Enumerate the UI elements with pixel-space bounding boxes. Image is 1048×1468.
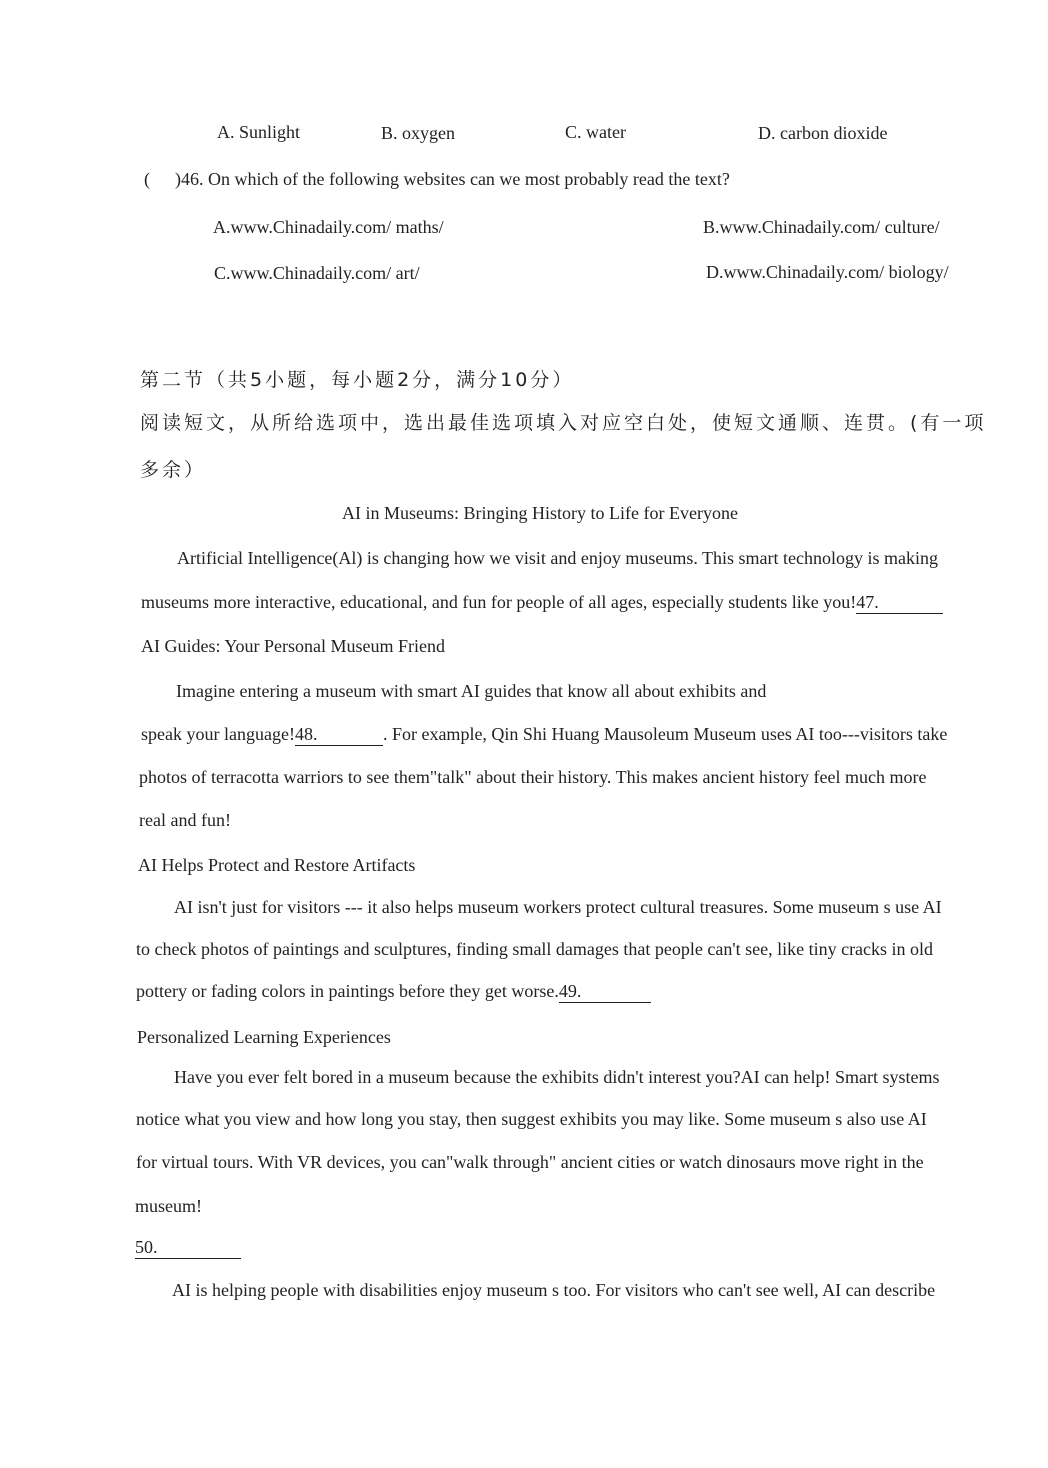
p1-line2-text: museums more interactive, educational, and fun for people of all ages, especially students like you! xyxy=(141,592,857,612)
q46-option-a: A.www.Chinadaily.com/ maths/ xyxy=(213,217,444,237)
p2-line2-text-a: speak your language! xyxy=(141,724,295,744)
blank-47: 47. xyxy=(856,593,943,614)
p5-line1: AI is helping people with disabilities enjoy museum s too. For visitors who can't see well, AI can describe xyxy=(172,1280,936,1300)
passage-title: AI in Museums: Bringing History to Life for Everyone xyxy=(342,503,738,523)
q46-option-d: D.www.Chinadaily.com/ biology/ xyxy=(706,262,949,282)
p3-line3 xyxy=(136,981,651,1003)
blank-48: 48. xyxy=(295,725,383,746)
p4-line3: for virtual tours. With VR devices, you can"walk through" ancient cities or watch dinosaurs move right in the xyxy=(136,1152,924,1172)
p3-line2: to check photos of paintings and sculptures, finding small damages that people can't see, like tiny cracks in old xyxy=(136,939,934,959)
p4-line4: museum! xyxy=(135,1196,202,1216)
p1-line1: Artificial Intelligence(Al) is changing how we visit and enjoy museums. This smart technology is making xyxy=(177,548,939,568)
q46-option-c: C.www.Chinadaily.com/ art/ xyxy=(214,263,420,283)
p3-line3-text: pottery or fading colors in paintings before they get worse. xyxy=(136,981,559,1001)
p2-line2-text-b: . For example, Qin Shi Huang Mausoleum Museum uses AI too---visitors take xyxy=(382,724,948,744)
p2-line3: photos of terracotta warriors to see them"talk" about their history. This makes ancient history feel much more xyxy=(139,767,927,787)
p2-line1: Imagine entering a museum with smart AI guides that know all about exhibits and xyxy=(176,681,767,701)
subheading-ai-protect: AI Helps Protect and Restore Artifacts xyxy=(138,855,416,875)
p2-line4: real and fun! xyxy=(139,810,231,830)
q45-option-d: D. carbon dioxide xyxy=(758,123,888,143)
p3-line1: AI isn't just for visitors --- it also helps museum workers protect cultural treasures. Some museum s use AI xyxy=(174,897,942,917)
blank-50-line xyxy=(135,1237,241,1259)
blank-50: 50. xyxy=(135,1238,241,1259)
p2-line2 xyxy=(141,724,947,746)
p4-line1: Have you ever felt bored in a museum because the exhibits didn't interest you?AI can help! Smart systems xyxy=(174,1067,940,1087)
subheading-ai-guides: AI Guides: Your Personal Museum Friend xyxy=(141,636,445,656)
section-instruction-line1: 阅读短文，从所给选项中，选出最佳选项填入对应空白处，使短文通顺、连贯。(有一项 xyxy=(140,412,987,434)
p1-line2 xyxy=(141,592,943,614)
q45-option-a: A. Sunlight xyxy=(217,122,301,142)
q45-option-b: B. oxygen xyxy=(381,123,455,143)
q46-answer-paren: ( xyxy=(144,169,150,189)
subheading-personalized-learning: Personalized Learning Experiences xyxy=(137,1027,391,1047)
p4-line2: notice what you view and how long you stay, then suggest exhibits you may like. Some museum s also use AI xyxy=(136,1109,927,1129)
blank-49: 49. xyxy=(559,982,651,1003)
section-heading: 第二节（共5小题，每小题2分，满分10分） xyxy=(140,369,575,391)
q46-option-b: B.www.Chinadaily.com/ culture/ xyxy=(703,217,940,237)
section-instruction-line2: 多余） xyxy=(140,459,207,481)
q45-option-c: C. water xyxy=(565,122,626,142)
q46-stem: )46. On which of the following websites can we most probably read the text? xyxy=(175,169,730,189)
